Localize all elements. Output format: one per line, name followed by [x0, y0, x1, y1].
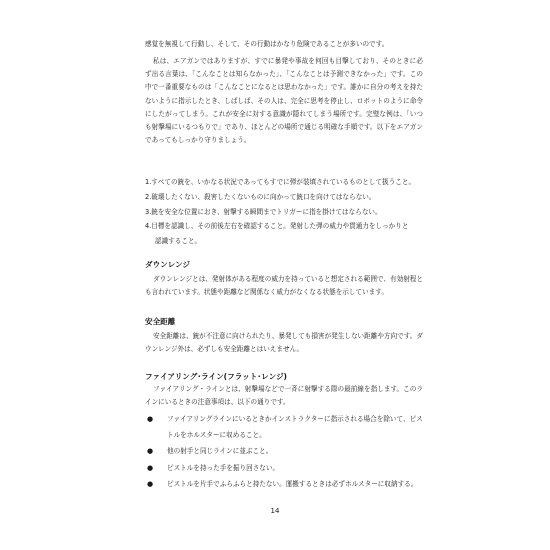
safety-distance-heading: 安全距離 — [145, 317, 176, 326]
list-item — [145, 175, 423, 190]
rule-4-continued: 認識すること。 — [155, 237, 202, 246]
list-item — [145, 205, 423, 220]
bullet-text-4: ピストルを片手でふらふらと持たない。運搬するときは必ずホルスターに収納する。 — [167, 479, 418, 488]
bullet-icon: ● — [147, 447, 154, 456]
safety-distance-body: 安全距離は、銃が不注意に向けられたり、暴発しても損害が発生しない距離や方向です。ダウンレンジ外は、必ずしも安全距離とはいえません。 — [145, 332, 423, 354]
intro-paragraph-1: 感覚を無視して行動し、そして、その行動はかなり危険であることが多いのです。 — [145, 40, 389, 48]
rule-2: 2.破壊したくない、殺害したくないものに向かって銃口を向けてはならない。 — [145, 192, 376, 201]
bullet-text-3: ピストルを持った手を振り回さない。 — [167, 463, 280, 472]
intro-paragraph-2: 私は、エアガンではありますが、すでに暴発や事故を何回も目撃しており、そのときに必ず出る言葉は、「こんなことは知らなかった」、「こんなことは予測できなかった」です。この中で一番重要なものは「こんなことになるとは思わなかった」です。誰かに自分の考えを持たないように指示したとき、しばしば、その人は、完全に思考を停止し、ロボットのように命令にしたがってしまう。これが安全に対する意識が隠れてしまう場所です。完璧な例は、「いつも射撃場にいるつもりで」であり、ほとんどの場所で通じる明確な手順です。以下をエアガンであってもしっかり守りましょう。 — [145, 57, 423, 145]
rule-3: 3.銃を安全な位置におき、射撃する瞬間までトリガーに指を掛けてはならない。 — [145, 207, 382, 216]
bullet-text-1: ファイアリングラインにいるときかインストラクターに指示される場合を除いて、ピストルをホルスターに収めること。 — [167, 415, 423, 440]
bullet-icon: ● — [147, 463, 154, 472]
bullet-icon: ● — [147, 479, 154, 488]
firing-line-heading: ファイアリング･ライン(フラット･レンジ) — [145, 372, 288, 381]
downrange-body: ダウンレンジとは、発射体がある程度の威力を持っていると想定される範囲で、有効射程とも言われています。状態や距離など関係なく威力がなくなる状態を示しています。 — [145, 275, 423, 297]
list-item — [147, 443, 423, 459]
bullet-icon: ● — [147, 415, 154, 423]
page-number: 14 — [270, 507, 280, 515]
list-item — [147, 460, 423, 476]
list-item — [145, 190, 423, 205]
firing-line-bullets — [147, 411, 423, 492]
downrange-heading: ダウンレンジ — [145, 260, 190, 269]
list-item — [145, 219, 423, 249]
firing-line-body: ファイアリング・ラインとは、射撃場などで一斉に射撃する際の最前線を指します。このラインにいるときの注意事項は、以下の通りです。 — [145, 385, 423, 407]
bullet-text-2: 他の射手と同じラインに並ぶこと。 — [167, 447, 273, 456]
list-item — [147, 411, 423, 443]
list-item — [147, 476, 423, 492]
rule-1: 1.すべての銃を、いかなる状況であってもすでに弾が装填されているものとして扱うこと。 — [145, 178, 416, 186]
rule-4: 4.目標を認識し、その前後左右を確認すること。発射した弾の威力や貫通力をしっかりと — [145, 222, 409, 231]
safety-rules-list — [145, 175, 423, 249]
